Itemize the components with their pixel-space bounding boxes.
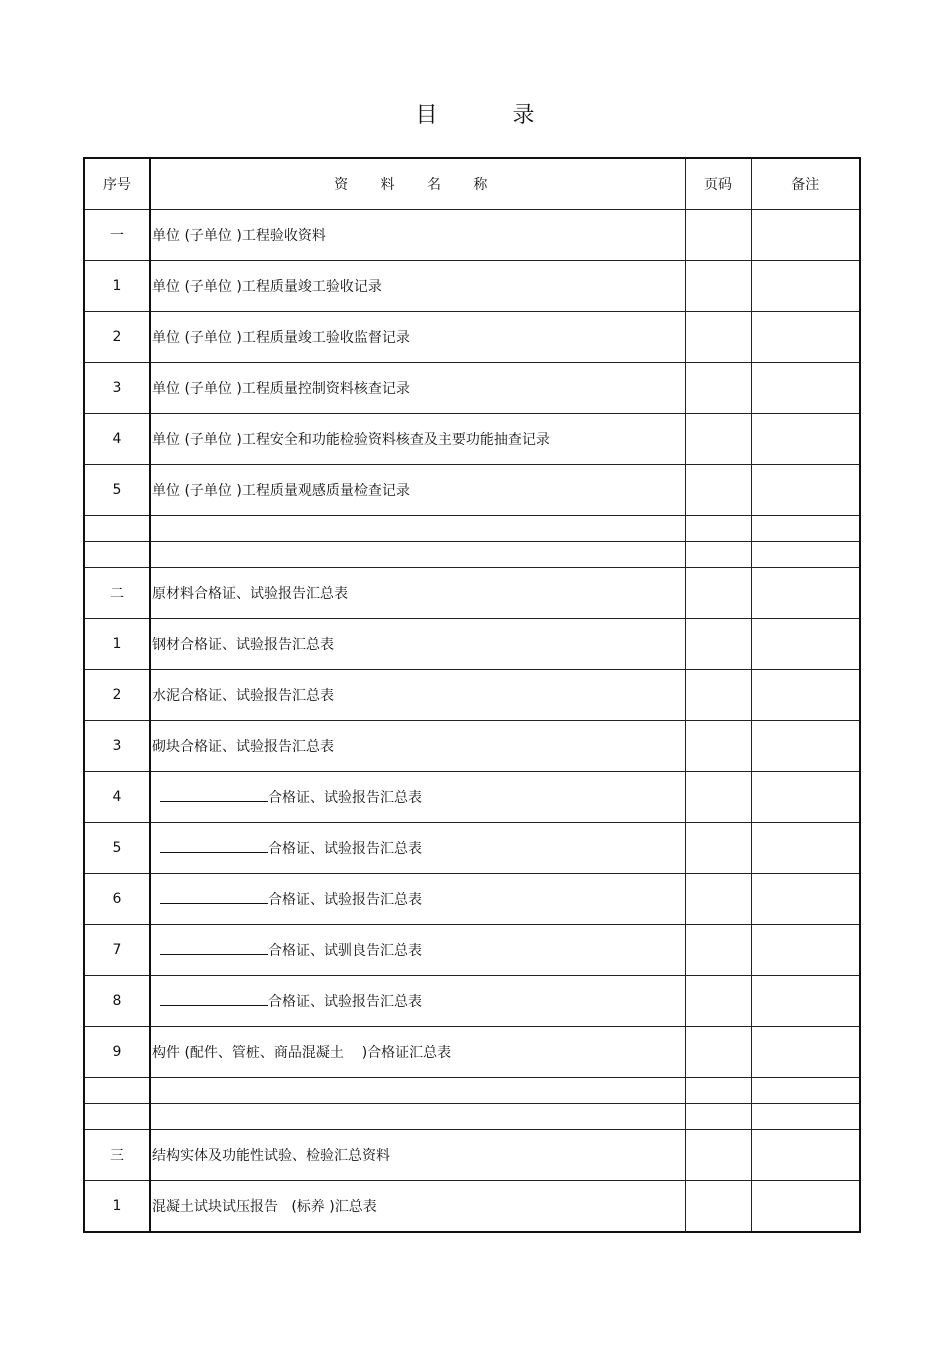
row-name: 单位 (子单位 )工程质量控制资料核查记录 xyxy=(150,363,685,414)
fill-in-blank xyxy=(160,889,268,904)
row-page xyxy=(685,312,751,363)
row-name: 单位 (子单位 )工程质量竣工验收记录 xyxy=(150,261,685,312)
row-seq: 5 xyxy=(84,823,150,874)
row-name xyxy=(150,823,685,874)
row-seq: 7 xyxy=(84,925,150,976)
row-seq: 1 xyxy=(84,619,150,670)
table-row xyxy=(84,721,860,772)
row-page xyxy=(685,976,751,1027)
row-page xyxy=(685,261,751,312)
row-name-text: 合格证、试驯良告汇总表 xyxy=(268,943,422,959)
row-remark xyxy=(751,261,860,312)
row-name: 水泥合格证、试验报告汇总表 xyxy=(150,670,685,721)
row-remark xyxy=(751,874,860,925)
row-name xyxy=(150,925,685,976)
row-name xyxy=(150,1104,685,1130)
row-name-text: 合格证、试验报告汇总表 xyxy=(268,994,422,1010)
row-name-text: 合格证、试验报告汇总表 xyxy=(268,790,422,806)
row-seq: 6 xyxy=(84,874,150,925)
row-page xyxy=(685,542,751,568)
row-page xyxy=(685,516,751,542)
row-seq: 3 xyxy=(84,363,150,414)
row-remark xyxy=(751,1104,860,1130)
table-row xyxy=(84,976,860,1027)
row-name: 混凝土试块试压报告 (标养 )汇总表 xyxy=(150,1181,685,1233)
table-row xyxy=(84,619,860,670)
row-page xyxy=(685,619,751,670)
row-seq: 2 xyxy=(84,312,150,363)
table-row xyxy=(84,210,860,261)
row-remark xyxy=(751,823,860,874)
row-remark xyxy=(751,619,860,670)
row-page xyxy=(685,363,751,414)
fill-in-blank xyxy=(160,838,268,853)
row-name-text: 合格证、试验报告汇总表 xyxy=(268,892,422,908)
row-remark xyxy=(751,1078,860,1104)
row-remark xyxy=(751,772,860,823)
row-seq: 5 xyxy=(84,465,150,516)
table-row xyxy=(84,363,860,414)
row-seq: 4 xyxy=(84,414,150,465)
fill-in-blank xyxy=(160,991,268,1006)
row-seq: 三 xyxy=(84,1130,150,1181)
row-seq: 9 xyxy=(84,1027,150,1078)
row-page xyxy=(685,1181,751,1233)
table-row xyxy=(84,1027,860,1078)
header-name: 资 料 名 称 xyxy=(150,158,685,210)
row-page xyxy=(685,465,751,516)
row-remark xyxy=(751,1181,860,1233)
table-row xyxy=(84,1181,860,1233)
row-remark xyxy=(751,1130,860,1181)
row-name: 构件 (配件、管桩、商品混凝土 )合格证汇总表 xyxy=(150,1027,685,1078)
row-seq xyxy=(84,1078,150,1104)
row-remark xyxy=(751,976,860,1027)
row-seq xyxy=(84,1104,150,1130)
row-name: 结构实体及功能性试验、检验汇总资料 xyxy=(150,1130,685,1181)
row-page xyxy=(685,1027,751,1078)
table-row xyxy=(84,312,860,363)
table-row xyxy=(84,414,860,465)
row-page xyxy=(685,568,751,619)
row-page xyxy=(685,414,751,465)
header-page: 页码 xyxy=(685,158,751,210)
row-page xyxy=(685,1104,751,1130)
row-page xyxy=(685,874,751,925)
row-name xyxy=(150,772,685,823)
row-remark xyxy=(751,312,860,363)
row-remark xyxy=(751,721,860,772)
row-seq: 3 xyxy=(84,721,150,772)
row-remark xyxy=(751,1027,860,1078)
table-row xyxy=(84,823,860,874)
row-seq: 1 xyxy=(84,1181,150,1233)
table-row xyxy=(84,1130,860,1181)
table-row xyxy=(84,874,860,925)
row-seq: 一 xyxy=(84,210,150,261)
row-remark xyxy=(751,542,860,568)
table-row-empty xyxy=(84,542,860,568)
table-row xyxy=(84,772,860,823)
table-row xyxy=(84,261,860,312)
row-name: 单位 (子单位 )工程质量竣工验收监督记录 xyxy=(150,312,685,363)
table-row xyxy=(84,465,860,516)
row-seq: 4 xyxy=(84,772,150,823)
header-remark: 备注 xyxy=(751,158,860,210)
row-page xyxy=(685,721,751,772)
table-row xyxy=(84,568,860,619)
row-name: 钢材合格证、试验报告汇总表 xyxy=(150,619,685,670)
header-seq: 序号 xyxy=(84,158,150,210)
row-remark xyxy=(751,465,860,516)
row-remark xyxy=(751,925,860,976)
row-seq xyxy=(84,542,150,568)
table-row xyxy=(84,670,860,721)
table-header-row xyxy=(84,158,860,210)
row-name: 单位 (子单位 )工程验收资料 xyxy=(150,210,685,261)
row-seq: 1 xyxy=(84,261,150,312)
contents-table xyxy=(83,157,861,1233)
row-name xyxy=(150,1078,685,1104)
row-remark xyxy=(751,210,860,261)
row-name: 单位 (子单位 )工程质量观感质量检查记录 xyxy=(150,465,685,516)
fill-in-blank xyxy=(160,787,268,802)
row-remark xyxy=(751,568,860,619)
row-page xyxy=(685,1078,751,1104)
row-name xyxy=(150,874,685,925)
table-row xyxy=(84,925,860,976)
row-page xyxy=(685,772,751,823)
fill-in-blank xyxy=(160,940,268,955)
table-row-empty xyxy=(84,516,860,542)
row-seq: 2 xyxy=(84,670,150,721)
page-title: 目 录 xyxy=(415,103,569,128)
row-remark xyxy=(751,670,860,721)
row-page xyxy=(685,925,751,976)
row-remark xyxy=(751,414,860,465)
row-page xyxy=(685,670,751,721)
row-name: 原材料合格证、试验报告汇总表 xyxy=(150,568,685,619)
row-page xyxy=(685,210,751,261)
row-name xyxy=(150,976,685,1027)
row-name: 砌块合格证、试验报告汇总表 xyxy=(150,721,685,772)
row-name xyxy=(150,542,685,568)
row-name xyxy=(150,516,685,542)
row-seq xyxy=(84,516,150,542)
table-row-empty xyxy=(84,1104,860,1130)
row-name: 单位 (子单位 )工程安全和功能检验资料核查及主要功能抽查记录 xyxy=(150,414,685,465)
row-name-text: 合格证、试验报告汇总表 xyxy=(268,841,422,857)
row-remark xyxy=(751,516,860,542)
table-row-empty xyxy=(84,1078,860,1104)
row-page xyxy=(685,1130,751,1181)
row-seq: 二 xyxy=(84,568,150,619)
row-remark xyxy=(751,363,860,414)
row-seq: 8 xyxy=(84,976,150,1027)
row-page xyxy=(685,823,751,874)
